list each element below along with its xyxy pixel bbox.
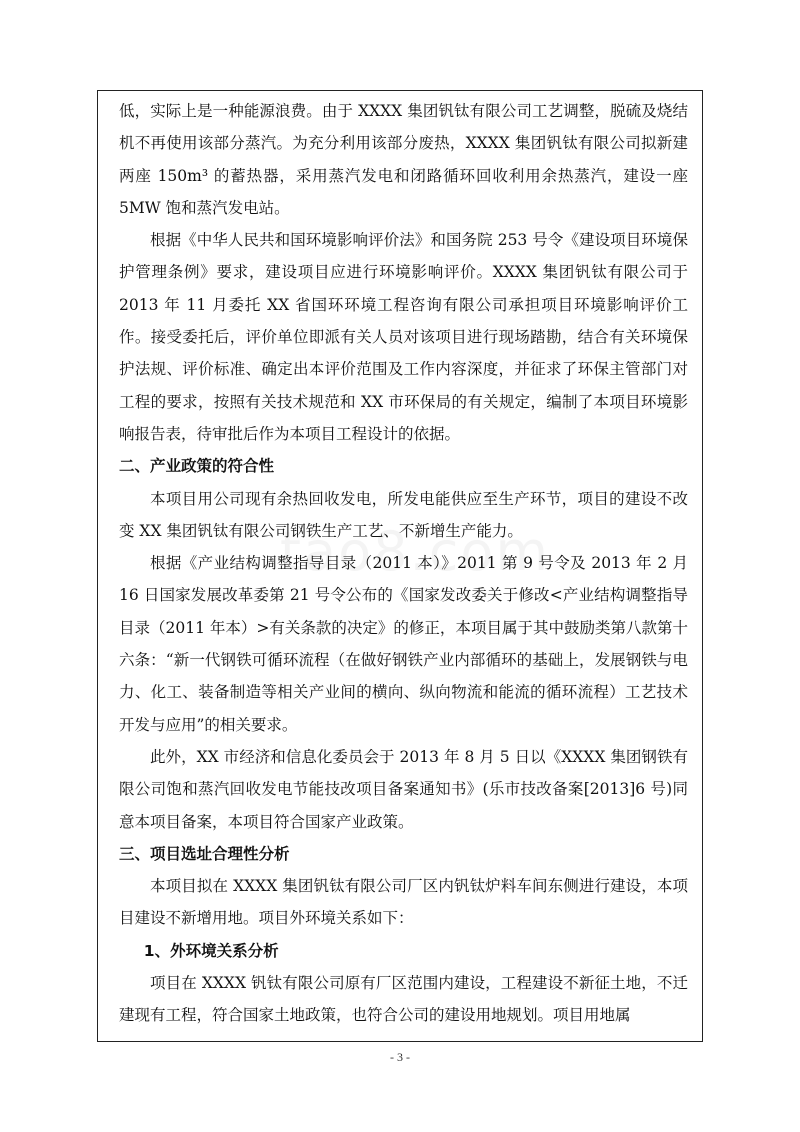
paragraph-project-summary: 本项目用公司现有余热回收发电，所发电能供应至生产环节，项目的建设不改变 XX 集团钒钛有限公司钢铁生产工艺、不新增生产能力。 [119, 489, 688, 540]
heading-industry-policy: 二、产业政策的符合性 [119, 457, 275, 476]
paragraph-industry-catalog: 根据《产业结构调整指导目录（2011 本）》2011 第 9 号令及 2013 年 2 月 16 日国家发展改革委第 21 号令公布的《国家发改委关于修改<产业结构调整指导目录（2011 年本）>有关条款的决定》的修正，本项目属于其中鼓励类第八款第十六条：“新一代钢铁可循环流程（在做好钢铁产业内部循环的基础上，发展钢铁与电力、化工、装备制造等相关产业间的横向、纵向物流和能流的循环流程）工艺技术开发与应用”的相关要求。 [119, 554, 688, 734]
page-number: - 3 - [390, 1050, 410, 1064]
paragraph-site-location: 本项目拟在 XXXX 集团钒钛有限公司厂区内钒钛炉料车间东侧进行建设，本项目建设不新增用地。项目外环境关系如下： [119, 877, 688, 928]
heading-site-analysis: 三、项目选址合理性分析 [119, 844, 290, 863]
paragraph-eia-basis: 根据《中华人民共和国环境影响评价法》和国务院 253 号令《建设项目环境保护管理条例》要求，建设项目应进行环境影响评价。XXXX 集团钒钛有限公司于 2013 年 11 月委托 XX 省国环环境工程咨询有限公司承担项目环境影响评价工作。接受委托后，评价单位即派有关人员对该项目进行现场踏勘，结合有关环境保护法规、评价标准、确定出本评价范围及工作内容深度，并征求了环保主管部门对工程的要求，按照有关技术规范和 XX 市环保局的有关规定，编制了本项目环境影响报告表，待审批后作为本项目工程设计的依据。 [119, 231, 688, 443]
heading-external-environment: 1、外环境关系分析 [143, 941, 279, 960]
paragraph-steam-waste: 低，实际上是一种能源浪费。由于 XXXX 集团钒钛有限公司工艺调整，脱硫及烧结机不再使用该部分蒸汽。为充分利用该部分废热，XXXX 集团钒钛有限公司拟新建两座 150m³ 的蓄热器，采用蒸汽发电和闭路循环回收利用余热蒸汽，建设一座 5MW 饱和蒸汽发电站。 [119, 102, 688, 217]
document-frame [97, 90, 703, 1042]
paragraph-land-use: 项目在 XXXX 钒钛有限公司原有厂区范围内建设，工程建设不新征土地，不迁建现有工程，符合国家土地政策，也符合公司的建设用地规划。项目用地属 [119, 974, 688, 1025]
paragraph-filing-notice: 此外，XX 市经济和信息化委员会于 2013 年 8 月 5 日以《XXXX 集团钢铁有限公司饱和蒸汽回收发电节能技改项目备案通知书》(乐市技改备案[2013]6 号)同意本项目备案，本项目符合国家产业政策。 [119, 747, 688, 831]
document-body [119, 95, 688, 1032]
